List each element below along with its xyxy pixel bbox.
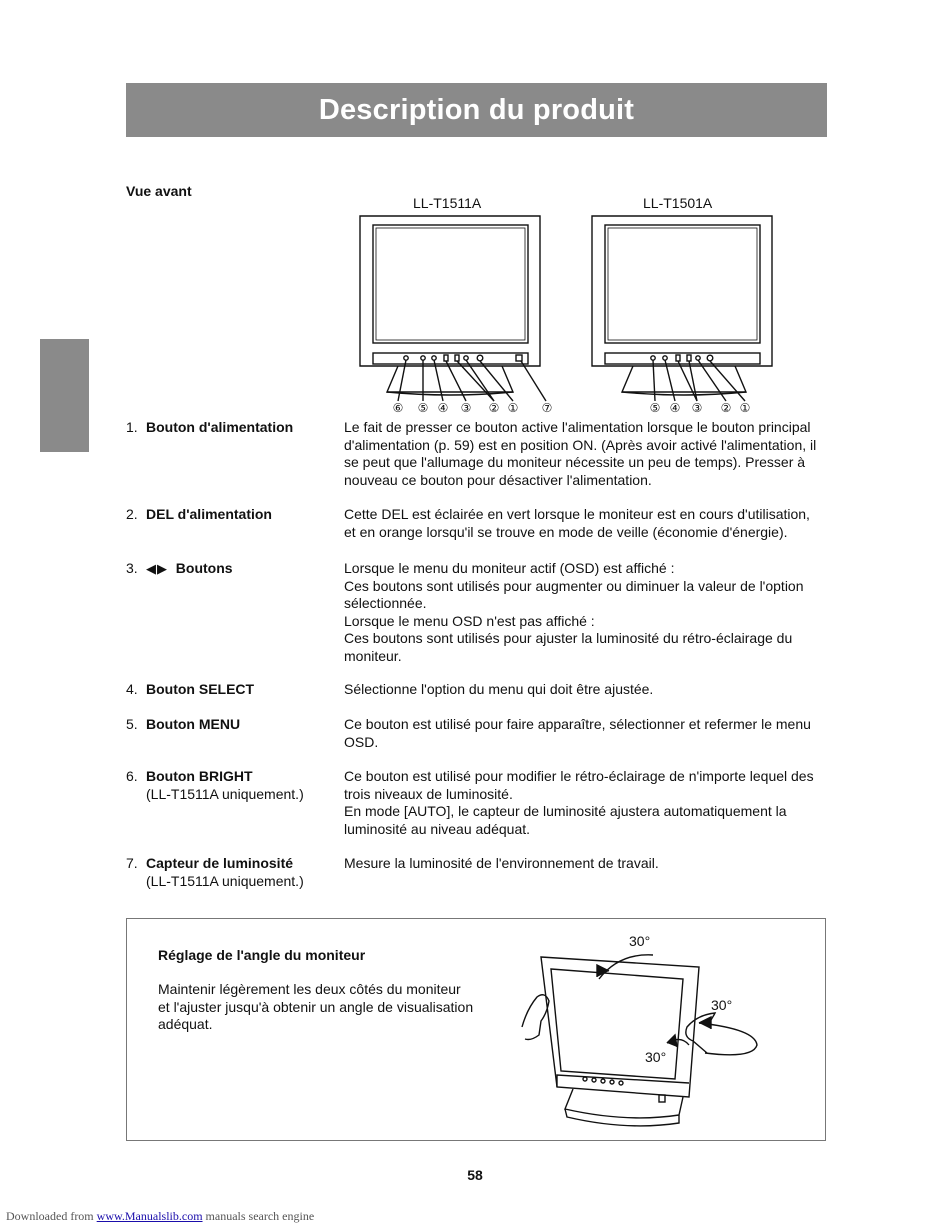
download-footer: Downloaded from www.Manualslib.com manuals search engine — [6, 1209, 315, 1223]
item-desc-line: et en orange lorsqu'il se trouve en mode de veille (économie d'énergie). — [344, 523, 788, 540]
item-number: 2. — [126, 506, 138, 522]
item-name: Bouton BRIGHT — [146, 768, 253, 784]
item-desc-line: trois niveaux de luminosité. — [344, 785, 513, 802]
model-label-left: LL-T1511A — [413, 195, 482, 211]
item-note: (LL-T1511A uniquement.) — [146, 785, 304, 802]
manualslib-link[interactable]: www.Manualslib.com — [96, 1209, 203, 1223]
angle-box-title: Réglage de l'angle du moniteur — [158, 947, 366, 963]
callout-2-left: ② — [488, 401, 500, 415]
section-heading: Vue avant — [126, 183, 192, 199]
item-name: Bouton MENU — [146, 716, 241, 732]
callout-7-left: ⑦ — [541, 401, 553, 415]
item-number: 1. — [126, 419, 138, 435]
item-name: Bouton SELECT — [146, 681, 255, 697]
item-desc-line: moniteur. — [344, 647, 402, 664]
item-desc-line: En mode [AUTO], le capteur de luminosité ajustera automatiquement la — [344, 803, 787, 819]
item-name: Bouton d'alimentation — [146, 419, 294, 435]
item-name: DEL d'alimentation — [146, 506, 272, 522]
item-note: (LL-T1511A uniquement.) — [146, 872, 304, 889]
item-desc-line: Ce bouton est utilisé pour faire apparaître, sélectionner et refermer le menu — [344, 716, 811, 732]
item-desc-line: se peut que l'allumage du moniteur nécessite un peu de temps). Presser à — [344, 454, 806, 470]
callout-6-left: ⑥ — [392, 401, 404, 415]
item-name: Capteur de luminosité — [146, 855, 294, 871]
monitor-right-illustration — [592, 216, 772, 401]
angle-label-top: 30° — [629, 933, 651, 949]
callout-1-right: ① — [739, 401, 751, 415]
angle-label-bottom: 30° — [645, 1049, 667, 1065]
item-name: Boutons — [175, 560, 233, 576]
item-desc-line: Le fait de presser ce bouton active l'alimentation lorsque le bouton principal — [344, 419, 811, 435]
item-number: 6. — [126, 768, 138, 784]
item-desc-line: sélectionnée. — [344, 595, 427, 611]
callout-2-right: ② — [720, 401, 732, 415]
item-number: 7. — [126, 855, 138, 871]
callout-4-right: ④ — [669, 401, 681, 415]
angle-adjustment-box — [126, 918, 826, 1141]
item-desc-line: Mesure la luminosité de l'environnement de travail. — [344, 855, 659, 871]
item-desc-line: Ces boutons sont utilisés pour augmenter ou diminuer la valeur de l'option — [344, 577, 804, 594]
front-view-diagram — [0, 0, 950, 420]
item-desc-line: Ce bouton est utilisé pour modifier le rétro-éclairage de n'importe lequel des — [344, 768, 814, 784]
angle-label-right: 30° — [711, 997, 733, 1013]
callout-4-left: ④ — [437, 401, 449, 415]
item-desc-line: Sélectionne l'option du menu qui doit être ajustée. — [344, 681, 654, 697]
item-number: 4. — [126, 681, 138, 697]
item-desc-line: luminosité au niveau adéquat. — [344, 820, 531, 837]
item-desc-line: Lorsque le menu du moniteur actif (OSD) est affiché : — [344, 560, 675, 576]
callout-3-right: ③ — [691, 401, 703, 415]
item-desc-line: OSD. — [344, 733, 379, 750]
item-desc-line: Lorsque le menu OSD n'est pas affiché : — [344, 612, 595, 629]
left-right-arrows-icon: ◀▶ — [146, 561, 168, 576]
item-desc-line: d'alimentation (p. 59) est en position ON. (Après avoir activé l'alimentation, il — [344, 436, 817, 453]
callout-3-left: ③ — [460, 401, 472, 415]
callout-5-right: ⑤ — [649, 401, 661, 415]
page-number: 58 — [467, 1167, 483, 1183]
item-desc-line: Cette DEL est éclairée en vert lorsque le moniteur est en cours d'utilisation, — [344, 506, 810, 522]
callout-1-left: ① — [507, 401, 519, 415]
item-desc-line: nouveau ce bouton pour désactiver l'alimentation. — [344, 471, 652, 488]
item-number: 5. — [126, 716, 138, 732]
monitor-tilt-illustration — [127, 919, 827, 1142]
item-desc-line: Ces boutons sont utilisés pour ajuster la luminosité du rétro-éclairage du — [344, 630, 793, 646]
item-number: 3. — [126, 560, 138, 576]
page-title: Description du produit — [318, 93, 635, 126]
callout-5-left: ⑤ — [417, 401, 429, 415]
model-label-right: LL-T1501A — [643, 195, 713, 211]
angle-box-text: Maintenir légèrement les deux côtés du moniteur et l'ajuster jusqu'à obtenir un angle de visualisation adéquat. — [158, 981, 474, 1032]
monitor-left-illustration — [360, 216, 546, 401]
